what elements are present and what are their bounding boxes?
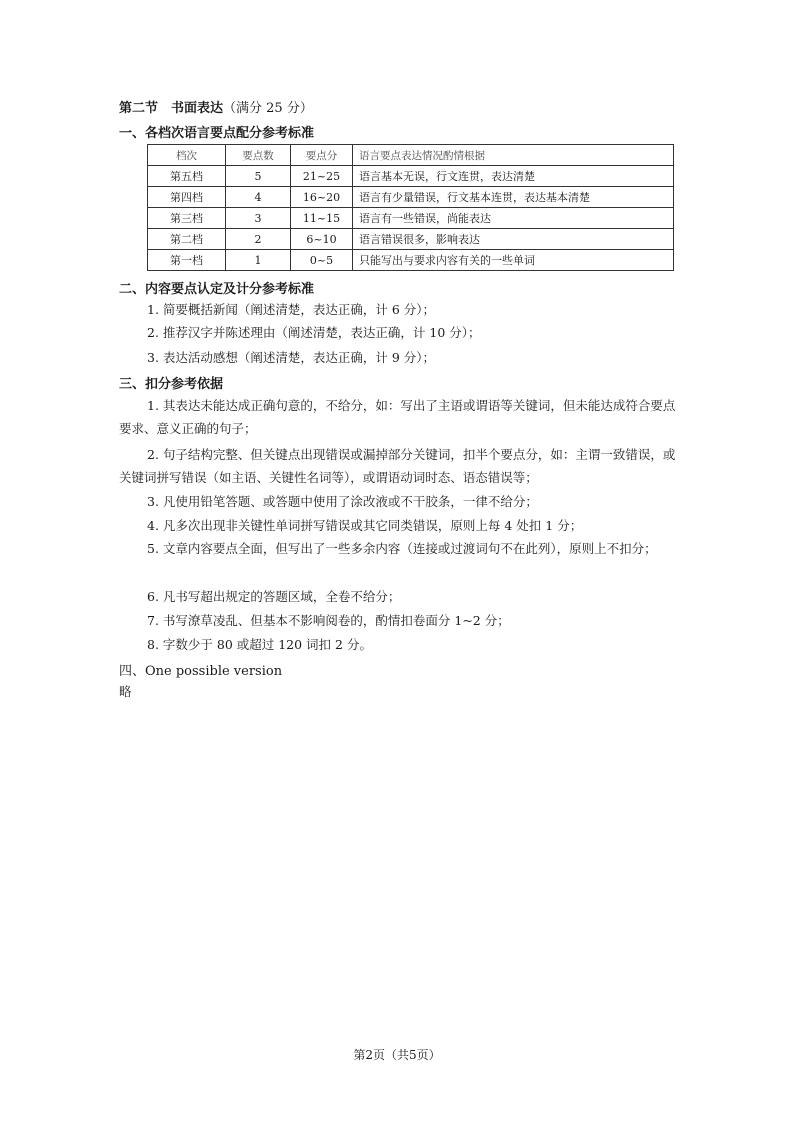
table-cell: 16~20: [291, 187, 353, 208]
table-cell: 只能写出与要求内容有关的一些单词: [353, 250, 674, 271]
table-cell: 语言错误很多，影响表达: [353, 229, 674, 250]
table-header-row: [148, 145, 674, 166]
table-row: [148, 250, 674, 271]
part1-heading: 一、各档次语言要点配分参考标准: [119, 126, 315, 141]
table-header-cell: 要点分: [291, 145, 353, 166]
table-cell: 1: [226, 250, 291, 271]
deduction-rule-7: 7. 书写潦草凌乱、但基本不影响阅卷的，酌情扣卷面分 1~2 分；: [147, 613, 510, 628]
content-point-1: 1. 简要概括新闻（阐述清楚，表达正确，计 6 分）；: [147, 302, 436, 317]
section-title-score: （满分 25 分）: [223, 101, 313, 116]
table-row: [148, 166, 674, 187]
deduction-rule-4: 4. 凡多次出现非关键性单词拼写错误或其它同类错误，原则上每 4 处扣 1 分；: [147, 518, 583, 533]
part3-heading: 三、扣分参考依据: [119, 377, 224, 392]
deduction-rule-6: 6. 凡书写超出规定的答题区域，全卷不给分；: [147, 589, 401, 604]
deduction-rule-1: 1. 其表达未能达成正确句意的，不给分，如：写出了主语或谓语等关键词，但未能达成符合要点要求、意义正确的句子；: [119, 398, 676, 436]
table-cell: 6~10: [291, 229, 353, 250]
table-cell: 2: [226, 229, 291, 250]
part4-heading: 四、One possible version: [119, 664, 283, 679]
deduction-rule-5: 5. 文章内容要点全面，但写出了一些多余内容（连接或过渡词句不在此列），原则上不扣分；: [147, 541, 657, 556]
table-row: [148, 208, 674, 229]
section-title: [119, 97, 313, 116]
content-point-3: 3. 表达活动感想（阐述清楚，表达正确，计 9 分）；: [147, 350, 436, 365]
table-header-cell: 要点数: [226, 145, 291, 166]
table-cell: 第五档: [148, 166, 226, 187]
sample-answer-body: 略: [119, 684, 132, 699]
table-cell: 0~5: [291, 250, 353, 271]
deduction-rule-2: 2. 句子结构完整、但关键点出现错误或漏掉部分关键词，扣半个要点分，如：主谓一致错误，或关键词拼写错误（如主语、关键性名词等），或谓语动词时态、语态错误等；: [119, 447, 676, 485]
deduction-rule-3: 3. 凡使用铅笔答题、或答题中使用了涂改液或不干胶条，一律不给分；: [147, 494, 538, 509]
table-cell: 第四档: [148, 187, 226, 208]
table-cell: 21~25: [291, 166, 353, 187]
table-cell: 4: [226, 187, 291, 208]
part2-heading: 二、内容要点认定及计分参考标准: [119, 282, 315, 297]
table-cell: 第三档: [148, 208, 226, 229]
grading-standard-table: [147, 144, 674, 271]
table-cell: 5: [226, 166, 291, 187]
table-cell: 第二档: [148, 229, 226, 250]
deduction-rule-8: 8. 字数少于 80 或超过 120 词扣 2 分。: [147, 637, 372, 652]
table-cell: 语言有少量错误，行文基本连贯，表达基本清楚: [353, 187, 674, 208]
table-row: [148, 229, 674, 250]
table-header-cell: 语言要点表达情况酌情根据: [353, 145, 674, 166]
content-point-2: 2. 推荐汉字并陈述理由（阐述清楚，表达正确，计 10 分）；: [147, 325, 481, 340]
table-header-cell: 档次: [148, 145, 226, 166]
table-cell: 11~15: [291, 208, 353, 229]
table-row: [148, 187, 674, 208]
table-cell: 第一档: [148, 250, 226, 271]
section-title-main: 第二节 书面表达: [119, 101, 224, 116]
table-cell: 3: [226, 208, 291, 229]
table-cell: 语言基本无误，行文连贯，表达清楚: [353, 166, 674, 187]
page-footer: 第2页（共5页）: [353, 1048, 441, 1062]
table-cell: 语言有一些错误，尚能表达: [353, 208, 674, 229]
